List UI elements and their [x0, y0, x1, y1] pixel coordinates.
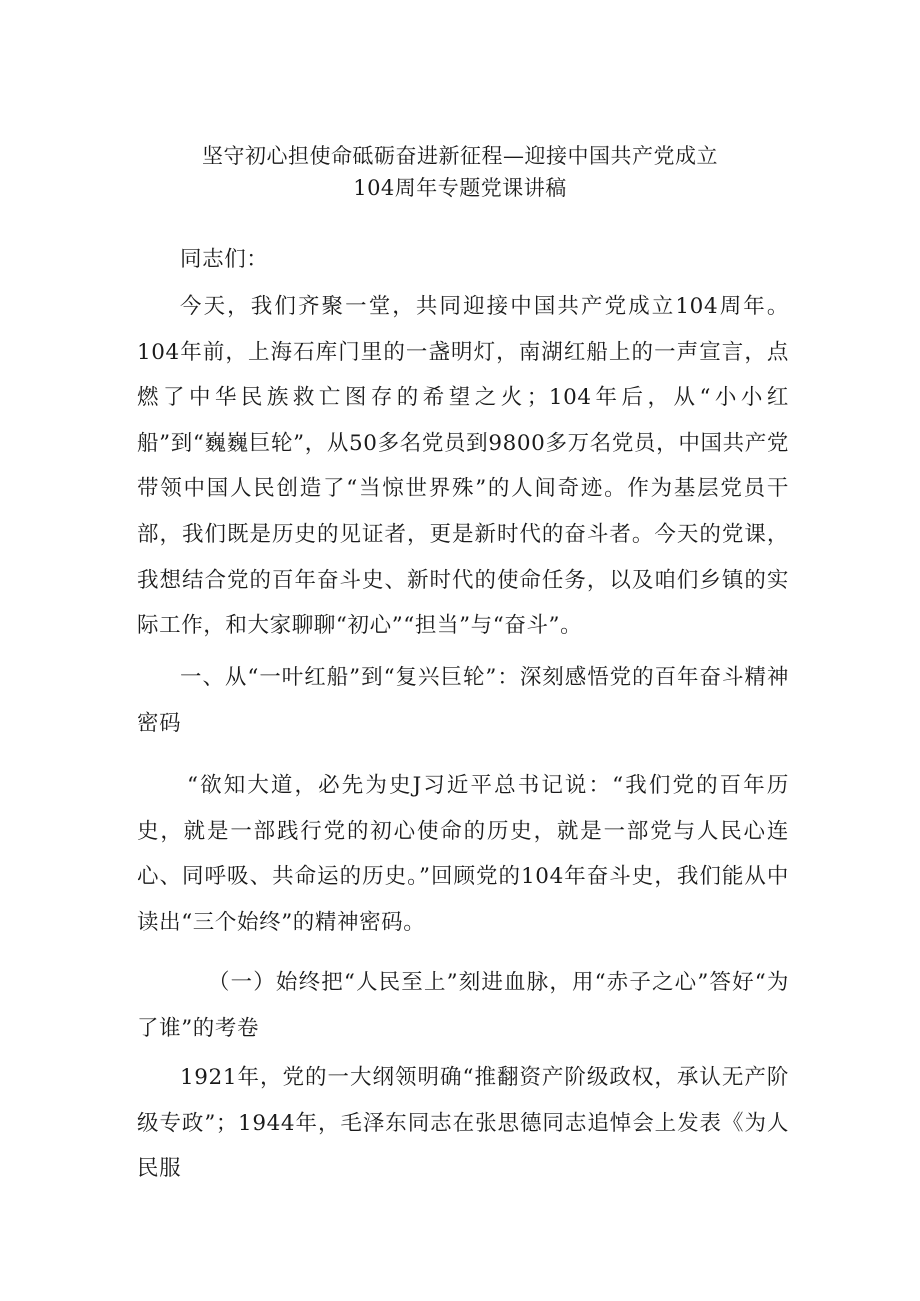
document-title-line-2: 104周年专题党课讲稿	[353, 176, 567, 200]
document-title-line-1: 坚守初心担使命砥砺奋进新征程—迎接中国共产党成立	[202, 144, 718, 168]
body-paragraph: 1921年，党的一大纲领明确“推翻资产阶级政权，承认无产阶级专政”；1944年，毛泽东同志在张思德同志追悼会上发表《为人民服	[137, 1065, 789, 1182]
subsection-heading-1: （一）始终把“人民至上”刻进血脉，用“赤子之心”答好“为了谁”的考卷	[137, 970, 789, 1041]
greeting-paragraph: 同志们：	[180, 247, 269, 272]
quote-paragraph: “欲知大道，必先为史J习近平总书记说：“我们党的百年历史，就是一部践行党的初心使命的历史，就是一部党与人民心连心、同呼吸、共命运的历史。”回顾党的104年奋斗史，我们能从中读出“三个始终”的精神密码。	[137, 773, 789, 935]
intro-paragraph: 今天，我们齐聚一堂，共同迎接中国共产党成立104周年。104年前，上海石库门里的一盏明灯，南湖红船上的一声宣言，点燃了中华民族救亡图存的希望之火；104年后，从“小小红船”到“巍巍巨轮”，从50多名党员到9800多万名党员，中国共产党带领中国人民创造了“当惊世界殊”的人间奇迹。作为基层党员干部，我们既是历史的见证者，更是新时代的奋斗者。今天的党课，我想结合党的百年奋斗史、新时代的使命任务，以及咱们乡镇的实际工作，和大家聊聊“初心”“担当”与“奋斗”。	[137, 294, 789, 639]
section-heading-1: 一、从“一叶红船”到“复兴巨轮”：深刻感悟党的百年奋斗精神密码	[137, 665, 789, 736]
